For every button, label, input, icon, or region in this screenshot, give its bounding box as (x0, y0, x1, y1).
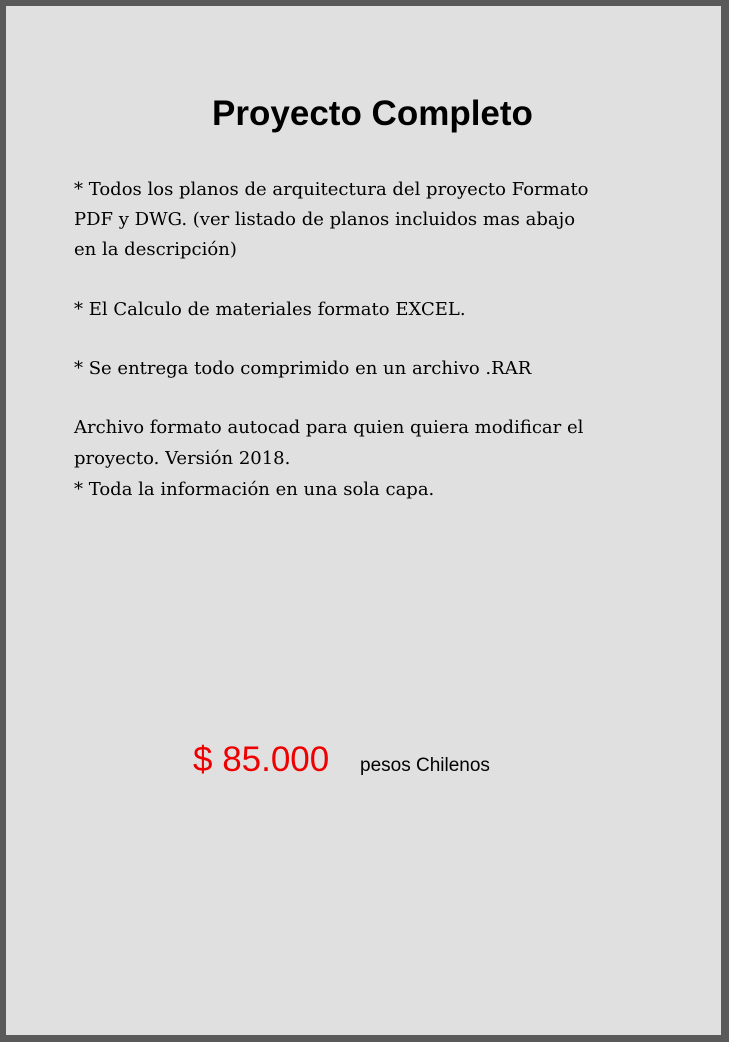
item-line-planos-1: * Todos los planos de arquitectura del proyecto Formato (74, 179, 589, 200)
item-line-rar: * Se entrega todo comprimido en un archivo .RAR (74, 358, 532, 379)
price-currency-note: pesos Chilenos (360, 755, 490, 776)
item-line-planos-3: en la descripción) (74, 239, 237, 260)
product-card (6, 6, 721, 1035)
page-title: Proyecto Completo (212, 94, 533, 133)
item-line-autocad-2: proyecto. Versión 2018. (74, 448, 291, 469)
item-line-capa: * Toda la información en una sola capa. (74, 479, 435, 500)
item-line-autocad-1: Archivo formato autocad para quien quiera modificar el (74, 417, 584, 438)
price-amount: $ 85.000 (193, 740, 330, 779)
item-line-excel: * El Calculo de materiales formato EXCEL. (74, 299, 466, 320)
item-line-planos-2: PDF y DWG. (ver listado de planos incluidos mas abajo (74, 209, 576, 230)
